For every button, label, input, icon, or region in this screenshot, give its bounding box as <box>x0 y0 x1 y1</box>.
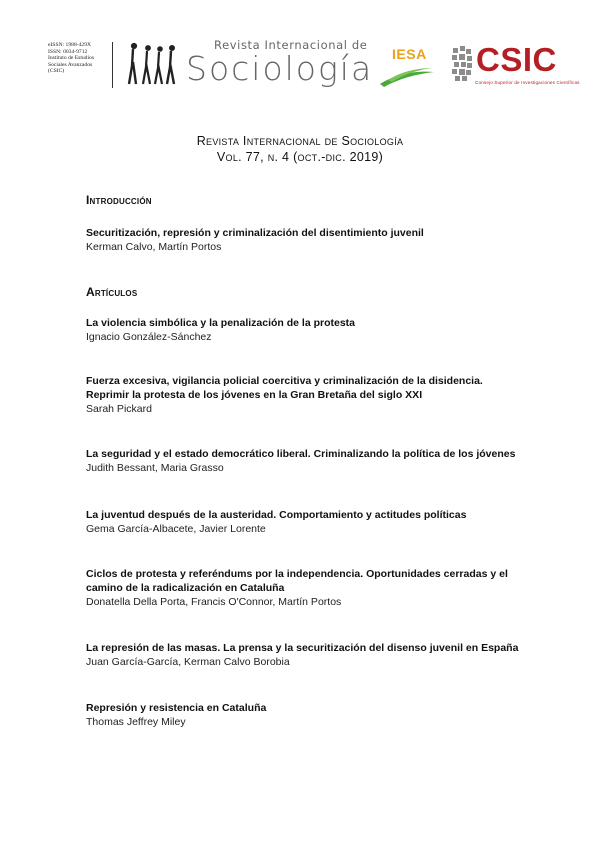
toc-entry <box>86 641 546 669</box>
entry-authors: Gema García-Albacete, Javier Lorente <box>86 523 266 535</box>
journal-logo-small: Revista Internacional de <box>214 38 368 52</box>
journal-title: Revista Internacional de Sociología <box>196 134 404 148</box>
entry-title[interactable]: Ciclos de protesta y referéndums por la independencia. Oportunidades cerradas y el <box>86 568 508 580</box>
csic-logo-text: CSIC <box>476 41 557 78</box>
toc-entry <box>86 226 546 254</box>
entry-title[interactable]: La represión de las masas. La prensa y la securitización del disenso juvenil en España <box>86 642 519 654</box>
toc-entry <box>86 374 546 416</box>
section-heading-introduccion: Introducción <box>86 193 152 207</box>
walking-figures-icon <box>124 40 184 90</box>
page-header <box>0 38 600 98</box>
issn-line: (CSIC) <box>48 68 65 75</box>
entry-title[interactable]: Securitización, represión y criminalización del disentimiento juvenil <box>86 227 424 239</box>
divider <box>112 42 113 88</box>
issn-line: ISSN: 0034-9712 <box>48 48 88 55</box>
iesa-logo-text: IESA <box>392 46 427 62</box>
title-block <box>0 134 600 164</box>
issn-line: Instituto de Estudios <box>48 55 94 62</box>
issn-line: eISSN: 1988-429X <box>48 42 92 48</box>
journal-logo-big: Sociología <box>186 49 374 88</box>
entry-authors: Ignacio González-Sánchez <box>86 331 212 343</box>
entry-authors: Judith Bessant, Maria Grasso <box>86 462 224 474</box>
csic-subtitle: Consejo Superior de Investigaciones Científicas <box>475 80 580 85</box>
iesa-logo <box>378 46 436 88</box>
entry-title[interactable]: Reprimir la protesta de los jóvenes en la Gran Bretaña del siglo XXI <box>86 389 423 401</box>
entry-title[interactable]: La seguridad y el estado democrático liberal. Criminalizando la política de los jóvenes <box>86 448 516 460</box>
issn-block <box>48 42 94 75</box>
entry-authors: Thomas Jeffrey Miley <box>86 716 186 728</box>
entry-authors: Juan García-García, Kerman Calvo Borobia <box>86 656 290 668</box>
entry-authors: Kerman Calvo, Martín Portos <box>86 241 222 253</box>
section-heading-articulos: Artículos <box>86 285 138 299</box>
toc-entry <box>86 701 546 729</box>
entry-title[interactable]: Represión y resistencia en Cataluña <box>86 702 267 714</box>
toc-entry <box>86 316 546 344</box>
toc-entry <box>86 567 546 609</box>
entry-title[interactable]: La juventud después de la austeridad. Comportamiento y actitudes políticas <box>86 509 467 521</box>
volume-info: Vol. 77, n. 4 (oct.-dic. 2019) <box>216 150 384 164</box>
issn-line: Sociales Avanzados <box>48 61 93 68</box>
entry-title[interactable]: Fuerza excesiva, vigilancia policial coercitiva y criminalización de la disidencia. <box>86 375 483 387</box>
entry-authors: Donatella Della Porta, Francis O'Connor, Martín Portos <box>86 596 342 608</box>
entry-authors: Sarah Pickard <box>86 403 152 415</box>
csic-emblem-icon <box>451 46 473 82</box>
entry-title[interactable]: La violencia simbólica y la penalización de la protesta <box>86 317 356 329</box>
entry-title[interactable]: camino de la radicalización en Cataluña <box>86 582 285 594</box>
toc-entry <box>86 508 546 536</box>
iesa-swoosh-icon <box>378 60 436 88</box>
toc-entry <box>86 447 546 475</box>
